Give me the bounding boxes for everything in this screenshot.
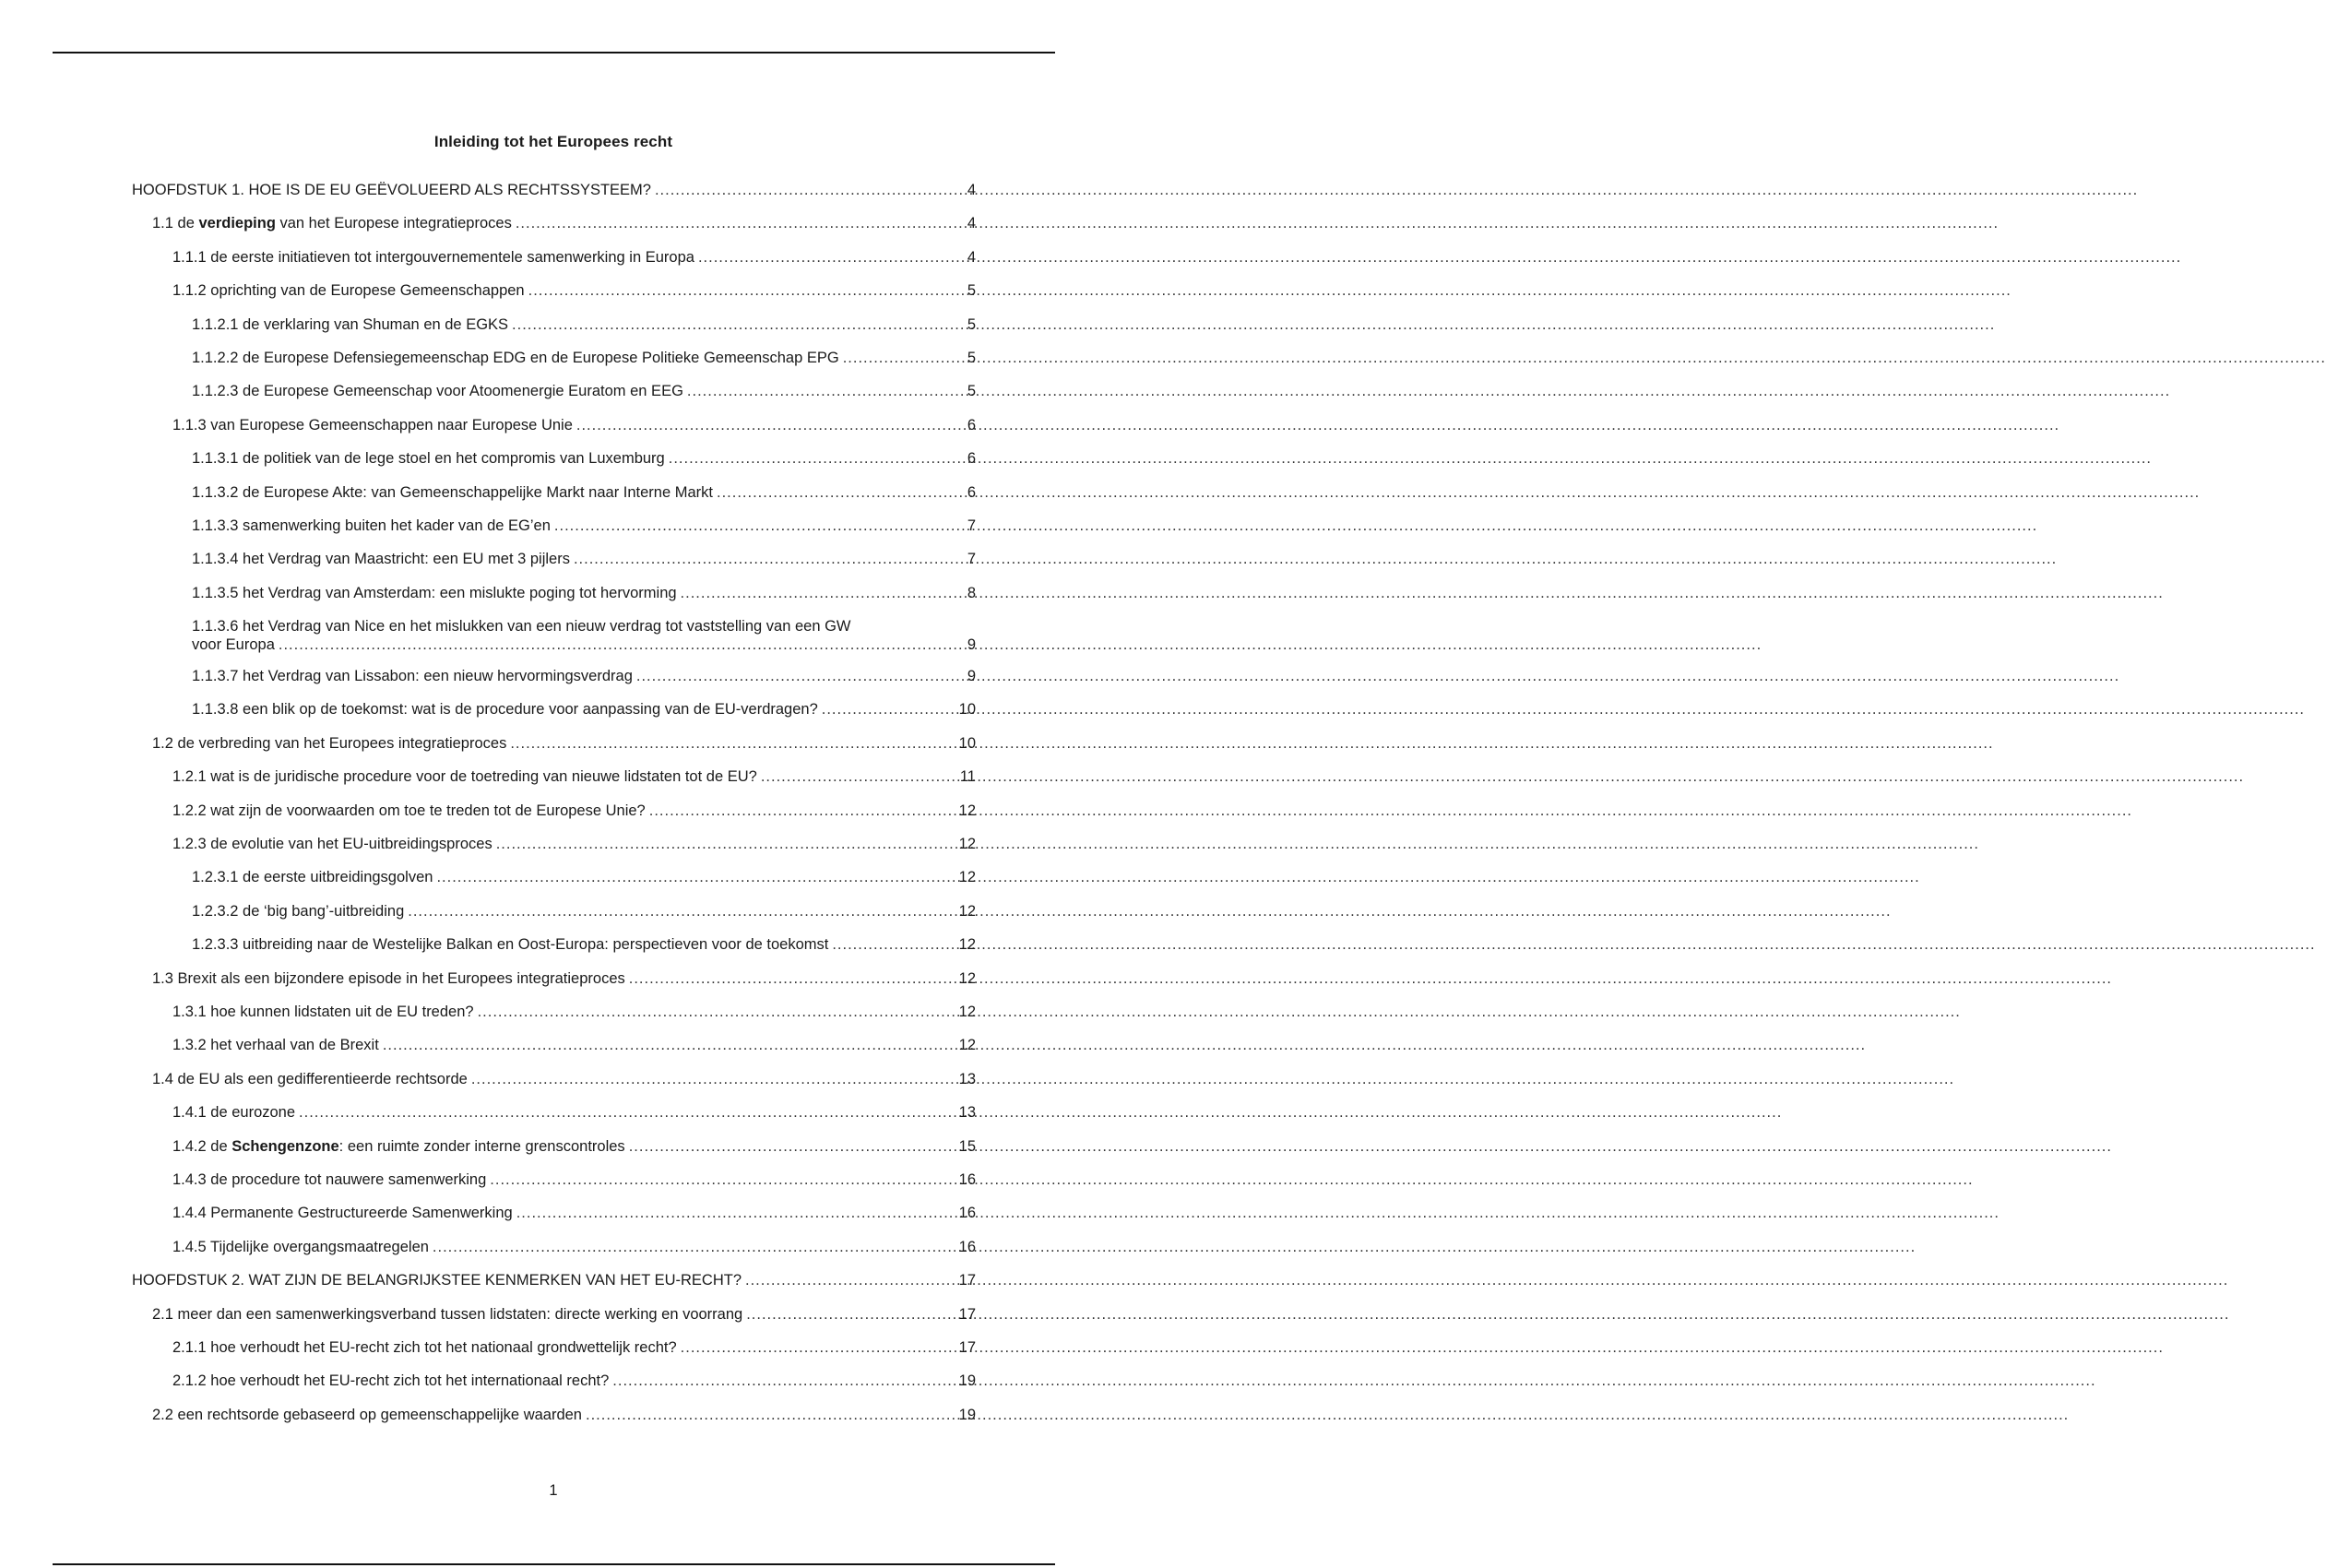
- toc-entry-text: HOOFDSTUK 2. WAT ZIJN DE BELANGRIJKSTEE KENMERKEN VAN HET EU-RECHT?: [132, 1272, 742, 1289]
- toc-entry[interactable]: [132, 214, 976, 232]
- dot-leader: [745, 1271, 957, 1289]
- dot-leader: [279, 636, 966, 654]
- toc-entry-text: 2.2 een rechtsorde gebaseerd op gemeenschappelijke waarden: [152, 1406, 582, 1423]
- toc-entry-text: 1.2.1 wat is de juridische procedure voor de toetreding van nieuwe lidstaten tot de EU?: [172, 768, 757, 786]
- dot-leader: [408, 902, 956, 921]
- dot-leader: [649, 802, 957, 820]
- dot-leader: [516, 1204, 957, 1222]
- dot-leader: [528, 281, 966, 300]
- dot-leader: [629, 969, 957, 988]
- toc-entry[interactable]: [132, 382, 976, 400]
- dot-leader: [471, 1070, 957, 1088]
- toc-entry-text: 1.2.3.3 uitbreiding naar de Westelijke Balkan en Oost-Europa: perspectieven voor de toekomst: [192, 936, 829, 954]
- dot-leader: [717, 483, 966, 502]
- dot-leader: [516, 214, 966, 232]
- toc-entry-text: 1.4 de EU als een gedifferentieerde rechtsorde: [152, 1070, 468, 1087]
- toc-entry-text: 1.1.3.2 de Europese Akte: van Gemeenschappelijke Markt naar Interne Markt: [192, 483, 713, 501]
- dot-leader: [746, 1305, 956, 1324]
- toc-page-number: 19: [958, 1406, 976, 1423]
- toc-page-number: 12: [958, 802, 976, 819]
- toc-entry[interactable]: [132, 617, 976, 654]
- toc-entry-text: 1.3.1 hoe kunnen lidstaten uit de EU treden?: [172, 1003, 474, 1020]
- toc-page-number: 6: [967, 450, 976, 468]
- toc-entry[interactable]: [132, 1003, 976, 1021]
- toc-page-number: 13: [958, 1104, 976, 1122]
- dot-leader: [687, 382, 966, 400]
- dot-leader: [629, 1137, 957, 1156]
- toc-entry-text: 1.2.3.1 de eerste uitbreidingsgolven: [192, 869, 433, 886]
- toc-entry[interactable]: [132, 1204, 976, 1222]
- dot-leader: [681, 584, 966, 602]
- toc-entry[interactable]: [132, 584, 976, 602]
- toc-entry[interactable]: [132, 315, 976, 334]
- toc-entry-text: 1.1.2.2 de Europese Defensiegemeenschap EDG en de Europese Politieke Gemeenschap EPG: [192, 349, 839, 366]
- toc-entry-text: 1.1.2.1 de verklaring van Shuman en de EGKS: [192, 315, 509, 333]
- dot-leader: [832, 935, 956, 954]
- toc-entry[interactable]: [132, 1036, 976, 1054]
- toc-page-number: 16: [958, 1170, 976, 1188]
- toc-entry[interactable]: [132, 1170, 976, 1189]
- toc-page-number: 10: [958, 734, 976, 752]
- dot-leader: [433, 1238, 957, 1256]
- dot-leader: [383, 1036, 957, 1054]
- toc-entry-text: 1.4.1 de eurozone: [172, 1104, 296, 1122]
- toc-entry[interactable]: [132, 700, 976, 719]
- toc-page-number: 8: [967, 584, 976, 601]
- toc-entry[interactable]: [132, 1271, 976, 1289]
- toc-page-number: 10: [958, 701, 976, 719]
- toc-entry[interactable]: [132, 1070, 976, 1088]
- toc-entry-text: 1.1.2 oprichting van de Europese Gemeenschappen: [172, 282, 525, 300]
- toc-entry-text: 1.1.3.3 samenwerking buiten het kader van de EG’en: [192, 517, 551, 534]
- toc-entry-bold-term: Schengenzone: [231, 1137, 339, 1155]
- dot-leader: [496, 835, 957, 853]
- toc-entry-text: 2.1.2 hoe verhoudt het EU-recht zich tot het internationaal recht?: [172, 1372, 610, 1390]
- toc-entry-text: 1.1.3.1 de politiek van de lege stoel en het compromis van Luxemburg: [192, 450, 665, 468]
- toc-entry-text: 1.1.3.8 een blik op de toekomst: wat is de procedure voor aanpassing van de EU-verdragen?: [192, 701, 818, 719]
- toc-entry[interactable]: [132, 734, 976, 753]
- dot-leader: [299, 1103, 957, 1122]
- dot-leader: [843, 349, 966, 367]
- toc-page-number: 12: [958, 1037, 976, 1054]
- page-number: 1: [549, 1482, 558, 1499]
- dot-leader: [681, 1338, 957, 1357]
- toc-entry-text-suffix: van het Europese integratieproces: [275, 215, 512, 232]
- toc-entry[interactable]: [132, 1406, 976, 1424]
- toc-entry-text: 1.3 Brexit als een bijzondere episode in het Europees integratieproces: [152, 969, 625, 987]
- document-title: Inleiding tot het Europees recht: [433, 133, 673, 150]
- dot-leader: [554, 517, 966, 535]
- dot-leader: [574, 550, 966, 568]
- toc-page-number: 12: [958, 836, 976, 853]
- toc-entry-text: 1.1.3.4 het Verdrag van Maastricht: een EU met 3 pijlers: [192, 551, 570, 568]
- dot-leader: [669, 449, 966, 468]
- table-of-contents: [132, 181, 976, 1439]
- bottom-rule: [53, 1563, 1055, 1565]
- toc-entry[interactable]: [132, 1372, 976, 1390]
- toc-page-number: 15: [958, 1137, 976, 1155]
- toc-entry-text: [152, 214, 512, 232]
- dot-leader: [478, 1003, 957, 1021]
- toc-entry-text: 1.4.4 Permanente Gestructureerde Samenwerking: [172, 1205, 513, 1222]
- toc-entry-text: 1.3.2 het verhaal van de Brexit: [172, 1037, 379, 1054]
- toc-page-number: 5: [967, 315, 976, 333]
- toc-entry-text: 1.1.1 de eerste initiatieven tot intergouvernementele samenwerking in Europa: [172, 248, 694, 266]
- toc-page-number: 16: [958, 1205, 976, 1222]
- toc-entry[interactable]: [132, 181, 976, 199]
- toc-entry[interactable]: [132, 1137, 976, 1156]
- toc-entry[interactable]: [132, 248, 976, 267]
- toc-entry[interactable]: [132, 449, 976, 468]
- toc-entry[interactable]: [132, 902, 976, 921]
- toc-entry-text-prefix: 1.1 de: [152, 215, 199, 232]
- toc-entry[interactable]: [132, 517, 976, 535]
- toc-page-number: 11: [959, 768, 976, 786]
- toc-page-number: 17: [958, 1338, 976, 1356]
- toc-entry-text: 1.2.2 wat zijn de voorwaarden om toe te treden tot de Europese Unie?: [172, 802, 646, 819]
- dot-leader: [576, 416, 966, 434]
- toc-entry[interactable]: [132, 767, 976, 786]
- toc-entry[interactable]: [132, 868, 976, 886]
- toc-entry[interactable]: [132, 1103, 976, 1122]
- toc-entry-text: 1.1.3.6 het Verdrag van Nice en het mislukken van een nieuw verdrag tot vaststelling van een GW: [192, 618, 851, 636]
- toc-entry-text: 1.1.3.5 het Verdrag van Amsterdam: een mislukte poging tot hervorming: [192, 584, 677, 601]
- toc-entry-text-continued: voor Europa: [192, 636, 275, 654]
- toc-page-number: 12: [958, 902, 976, 920]
- toc-entry-text: 1.4.3 de procedure tot nauwere samenwerking: [172, 1170, 487, 1188]
- toc-entry-text: 1.2.3.2 de ‘big bang’-uitbreiding: [192, 902, 405, 920]
- toc-entry-text: [172, 1137, 625, 1156]
- toc-entry-text: 2.1 meer dan een samenwerkingsverband tussen lidstaten: directe werking en voorrang: [152, 1305, 743, 1323]
- toc-entry[interactable]: [132, 969, 976, 988]
- toc-entry[interactable]: [132, 667, 976, 685]
- toc-entry[interactable]: [132, 1238, 976, 1256]
- toc-page-number: 19: [958, 1372, 976, 1390]
- toc-entry[interactable]: [132, 281, 976, 300]
- toc-entry[interactable]: [132, 349, 976, 367]
- toc-entry-text: 1.2 de verbreding van het Europees integratieproces: [152, 734, 507, 752]
- toc-page-number: 7: [967, 551, 976, 568]
- toc-entry-text: HOOFDSTUK 1. HOE IS DE EU GEËVOLUEERD ALS RECHTSSYSTEEM?: [132, 182, 651, 198]
- toc-entry-text-suffix: : een ruimte zonder interne grenscontroles: [338, 1137, 625, 1155]
- toc-entry-bold-term: verdieping: [198, 215, 276, 232]
- toc-entry-text: 2.1.1 hoe verhoudt het EU-recht zich tot het nationaal grondwettelijk recht?: [172, 1338, 677, 1356]
- toc-page-number: 12: [958, 936, 976, 954]
- toc-entry-text: 1.1.3.7 het Verdrag van Lissabon: een nieuw hervormingsverdrag: [192, 668, 633, 685]
- toc-page-number: 5: [967, 349, 976, 366]
- toc-entry[interactable]: [132, 550, 976, 568]
- toc-entry[interactable]: [132, 835, 976, 853]
- dot-leader: [761, 767, 958, 786]
- dot-leader: [698, 248, 966, 267]
- toc-page-number: 7: [967, 517, 976, 534]
- toc-entry-text: 1.1.2.3 de Europese Gemeenschap voor Atoomenergie Euratom en EEG: [192, 383, 683, 400]
- dot-leader: [490, 1170, 956, 1189]
- toc-page-number: 6: [967, 483, 976, 501]
- dot-leader: [655, 181, 966, 199]
- dot-leader: [612, 1372, 956, 1390]
- dot-leader: [586, 1406, 957, 1424]
- toc-page-number: 4: [967, 248, 976, 266]
- toc-page-number: 5: [967, 383, 976, 400]
- toc-entry[interactable]: [132, 1338, 976, 1357]
- top-rule: [53, 52, 1055, 53]
- toc-entry[interactable]: [132, 483, 976, 502]
- toc-page-number: 4: [967, 215, 976, 232]
- toc-page-number: 12: [958, 869, 976, 886]
- toc-page-number: 13: [958, 1070, 976, 1087]
- toc-page-number: 12: [958, 1003, 976, 1020]
- toc-page-number: 9: [967, 668, 976, 685]
- toc-page-number: 17: [958, 1272, 976, 1289]
- toc-entry[interactable]: [132, 802, 976, 820]
- dot-leader: [436, 868, 956, 886]
- toc-page-number: 4: [967, 182, 976, 198]
- dot-leader: [510, 734, 956, 753]
- toc-page-number: 9: [967, 636, 976, 654]
- toc-page-number: 12: [958, 969, 976, 987]
- toc-entry[interactable]: [132, 1305, 976, 1324]
- toc-entry[interactable]: [132, 935, 976, 954]
- toc-page-number: 17: [958, 1305, 976, 1323]
- toc-entry-text: 1.2.3 de evolutie van het EU-uitbreidingsproces: [172, 836, 492, 853]
- dot-leader: [822, 700, 957, 719]
- toc-page-number: 5: [967, 282, 976, 300]
- toc-page-number: 6: [967, 416, 976, 434]
- toc-entry-text: 1.4.5 Tijdelijke overgangsmaatregelen: [172, 1238, 429, 1255]
- dot-leader: [512, 315, 966, 334]
- toc-entry-text: 1.1.3 van Europese Gemeenschappen naar Europese Unie: [172, 416, 573, 434]
- toc-entry-text-prefix: 1.4.2 de: [172, 1137, 232, 1155]
- toc-page-number: 16: [958, 1238, 976, 1255]
- toc-entry[interactable]: [132, 416, 976, 434]
- dot-leader: [636, 667, 966, 685]
